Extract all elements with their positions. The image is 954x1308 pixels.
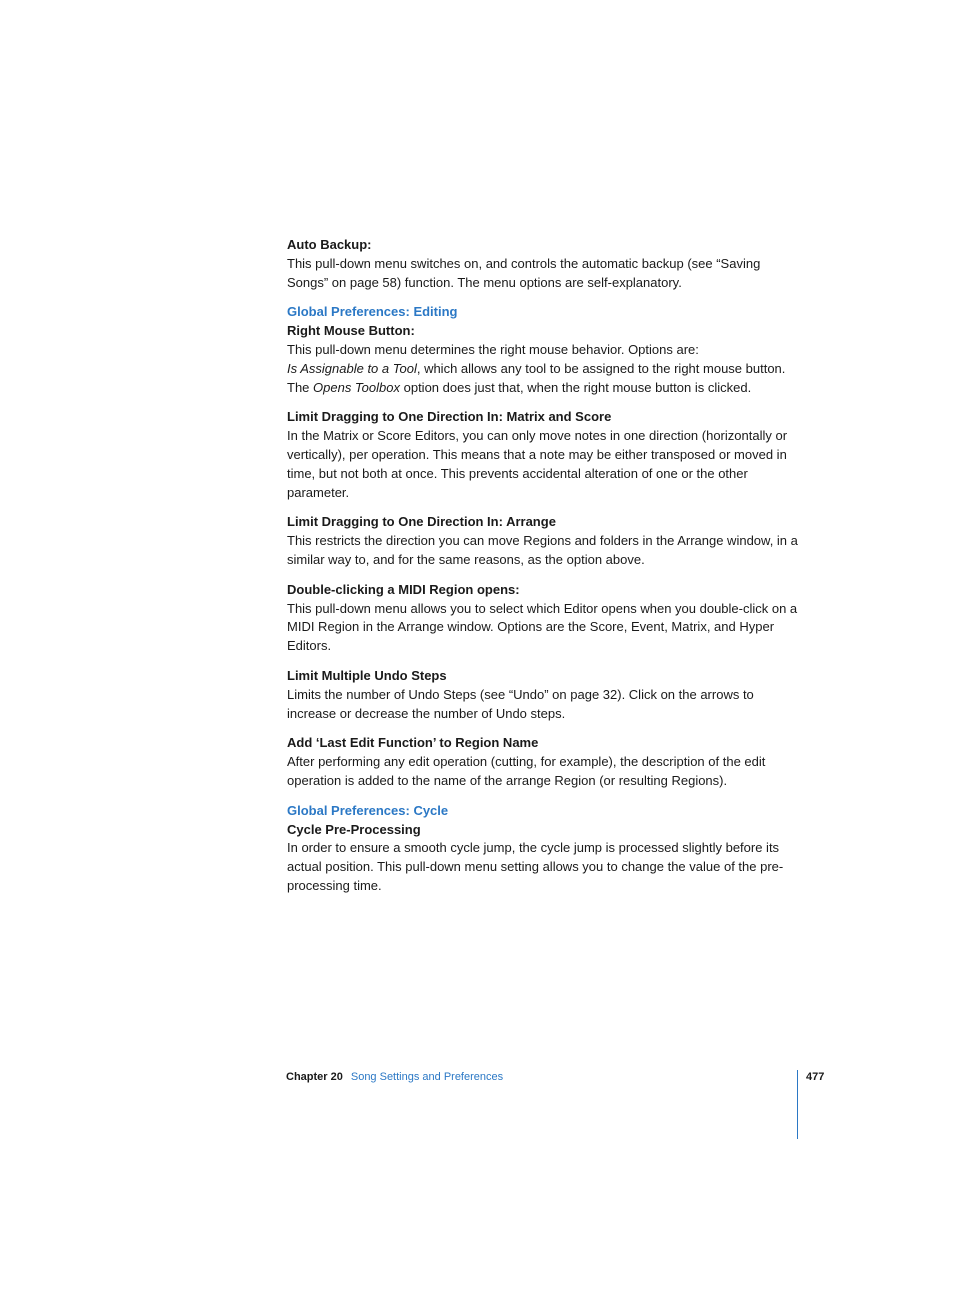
cycle-pre-term: Cycle Pre-Processing bbox=[287, 821, 421, 837]
option-opens-toolbox: Opens Toolbox bbox=[313, 379, 400, 395]
footer-chapter-label: Chapter 20 bbox=[286, 1071, 343, 1083]
page-footer bbox=[286, 1069, 503, 1085]
limit-arrange-entry bbox=[287, 513, 799, 569]
undo-steps-description: Limits the number of Undo Steps (see “Undo” on page 32). Click on the arrows to increase or decrease the number of Undo steps. bbox=[287, 686, 754, 721]
limit-arrange-description: This restricts the direction you can move Regions and folders in the Arrange window, in a similar way to, and for the same reasons, as the option above. bbox=[287, 533, 798, 567]
option-opens-toolbox-description: option does just that, when the right mouse button is clicked. bbox=[400, 379, 752, 395]
limit-arrange-term: Limit Dragging to One Direction In: Arrange bbox=[287, 514, 556, 530]
auto-backup-term: Auto Backup: bbox=[287, 237, 372, 252]
option-assignable-description: , which allows any tool to be assigned to the right mouse button. The bbox=[287, 360, 786, 395]
option-assignable-to-tool: Is Assignable to a Tool bbox=[287, 360, 417, 376]
undo-steps-term: Limit Multiple Undo Steps bbox=[287, 667, 447, 683]
right-mouse-options bbox=[287, 360, 799, 398]
double-click-description: This pull-down menu allows you to select which Editor opens when you double-click on a MIDI Region in the Arrange window. Options are the Score, Event, Matrix, and Hyper Editors. bbox=[287, 600, 798, 654]
footer-chapter-title: Song Settings and Preferences bbox=[350, 1071, 504, 1083]
right-mouse-term: Right Mouse Button: bbox=[287, 323, 415, 339]
cycle-pre-description: In order to ensure a smooth cycle jump, the cycle jump is processed slightly before its actual position. This pull-down menu setting allows you to change the value of the pre-processing time. bbox=[287, 840, 784, 893]
last-edit-term: Add ‘Last Edit Function’ to Region Name bbox=[287, 735, 539, 751]
cycle-section bbox=[287, 802, 799, 896]
editing-section bbox=[287, 303, 799, 397]
footer-divider bbox=[797, 1070, 798, 1139]
double-click-term: Double-clicking a MIDI Region opens: bbox=[287, 581, 520, 597]
page-content bbox=[287, 236, 799, 907]
right-mouse-intro: This pull-down menu determines the right mouse behavior. Options are: bbox=[287, 341, 699, 357]
last-edit-entry bbox=[287, 734, 799, 790]
last-edit-description: After performing any edit operation (cutting, for example), the description of the edit operation is added to the name of the arrange Region (or resulting Regions). bbox=[287, 754, 766, 788]
undo-steps-entry bbox=[287, 667, 799, 723]
auto-backup-entry bbox=[287, 236, 799, 292]
cycle-section-heading: Global Preferences: Cycle bbox=[287, 802, 449, 818]
limit-matrix-term: Limit Dragging to One Direction In: Matrix and Score bbox=[287, 409, 612, 425]
editing-section-heading: Global Preferences: Editing bbox=[287, 304, 458, 320]
limit-matrix-description: In the Matrix or Score Editors, you can only move notes in one direction (horizontally or vertically), per operation. This means that a note may be either transposed or moved in time, but not both at once. This prevents accidental alteration of one or the other parameter. bbox=[287, 428, 788, 500]
page-number: 477 bbox=[806, 1071, 825, 1083]
limit-matrix-entry bbox=[287, 408, 799, 502]
auto-backup-description: This pull-down menu switches on, and controls the automatic backup (see “Saving Songs” on page 58) function. The menu options are self-explanatory. bbox=[287, 255, 761, 290]
double-click-entry bbox=[287, 581, 799, 656]
